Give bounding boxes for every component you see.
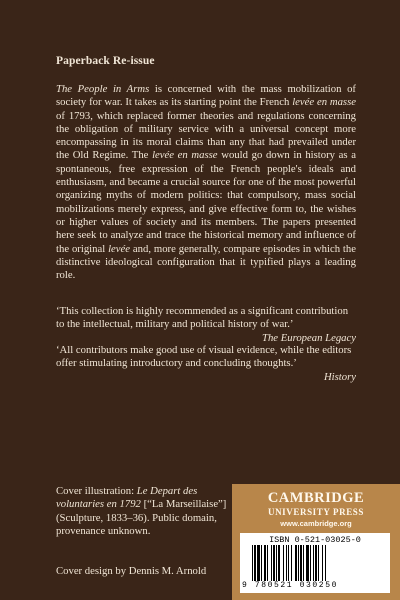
barcode-bar (322, 545, 323, 581)
publisher-website: www.cambridge.org (280, 519, 352, 528)
review-text: ‘All contributors make good use of visual evidence, while the editors offer stimulating introductory and concluding thoughts.’ (56, 344, 352, 370)
barcode-bar (276, 545, 277, 581)
cover-illustration-credit: Cover illustration: Le Depart des voluntaries en 1792 [“La Marseillaise”] (Sculpture, 1833–36). Public domain, provenance unknown. (56, 485, 227, 537)
barcode-bar (306, 545, 309, 581)
barcode-bar (310, 545, 311, 581)
barcode-bar (273, 545, 275, 581)
barcode-bar (283, 545, 284, 581)
review-source: The European Legacy (262, 331, 356, 344)
barcode-bar (315, 545, 317, 581)
barcode-bar (271, 545, 272, 581)
barcode-digits: 9 780521 030250 (242, 581, 339, 590)
publisher-press: UNIVERSITY PRESS (267, 507, 365, 517)
barcode-bar (288, 545, 289, 581)
barcode-bar (278, 545, 280, 581)
barcode-bar (252, 545, 253, 581)
barcode-bar (291, 545, 292, 581)
book-description: The People in Arms is concerned with the mass mobilization of society for war. It takes as its starting point the French levée en masse of 1793, which replaced former theories and regulations concerning the obligation of military service with a universal concept more encompassing in its moral claims than any that had prevailed under the Old Regime. The levée en masse would go down in history as a spontaneous, free expression of the French people's ideals and enthusiasm, and became a crucial source for one of the most powerful organizing myths of modern politics: that compulsory, mass social mobilizations merely express, and give effective form to, the wishes or higher values of society and its members. The papers presented here seek to analyze and trace the historical memory and influence of the original levée and, more generally, compare episodes in which the distinctive ideological configuration that it typified plays a leading role. (56, 83, 356, 282)
book-title: The People in Arms (56, 83, 150, 95)
review-source: History (323, 370, 356, 383)
barcode-bar (303, 545, 304, 581)
cover-design-credit: Cover design by Dennis M. Arnold (56, 565, 207, 577)
barcode-bar (257, 545, 260, 581)
isbn-text: ISBN 0-521-03025-0 (269, 535, 361, 545)
barcode-bar (300, 545, 302, 581)
barcode-bar (298, 545, 299, 581)
barcode-bar (318, 545, 319, 581)
barcode-bar (295, 545, 297, 581)
barcode-bar (313, 545, 314, 581)
edition-label: Paperback Re-issue (56, 55, 155, 67)
barcode-bar (254, 545, 256, 581)
barcode-bar (286, 545, 287, 581)
publisher-name: CAMBRIDGE (267, 490, 365, 506)
review-text: ‘This collection is highly recommended as a significant contribution to the intellectual, military and political history of war.’ (56, 305, 349, 331)
barcode-panel (240, 533, 390, 593)
barcode-bar (325, 545, 326, 581)
barcode-image (250, 545, 382, 581)
barcode-graphic (250, 545, 382, 581)
barcode-bar (264, 545, 266, 581)
review-quote (56, 305, 356, 345)
barcode-bar (261, 545, 262, 581)
barcode-bar (267, 545, 268, 581)
review-quote (56, 344, 356, 384)
